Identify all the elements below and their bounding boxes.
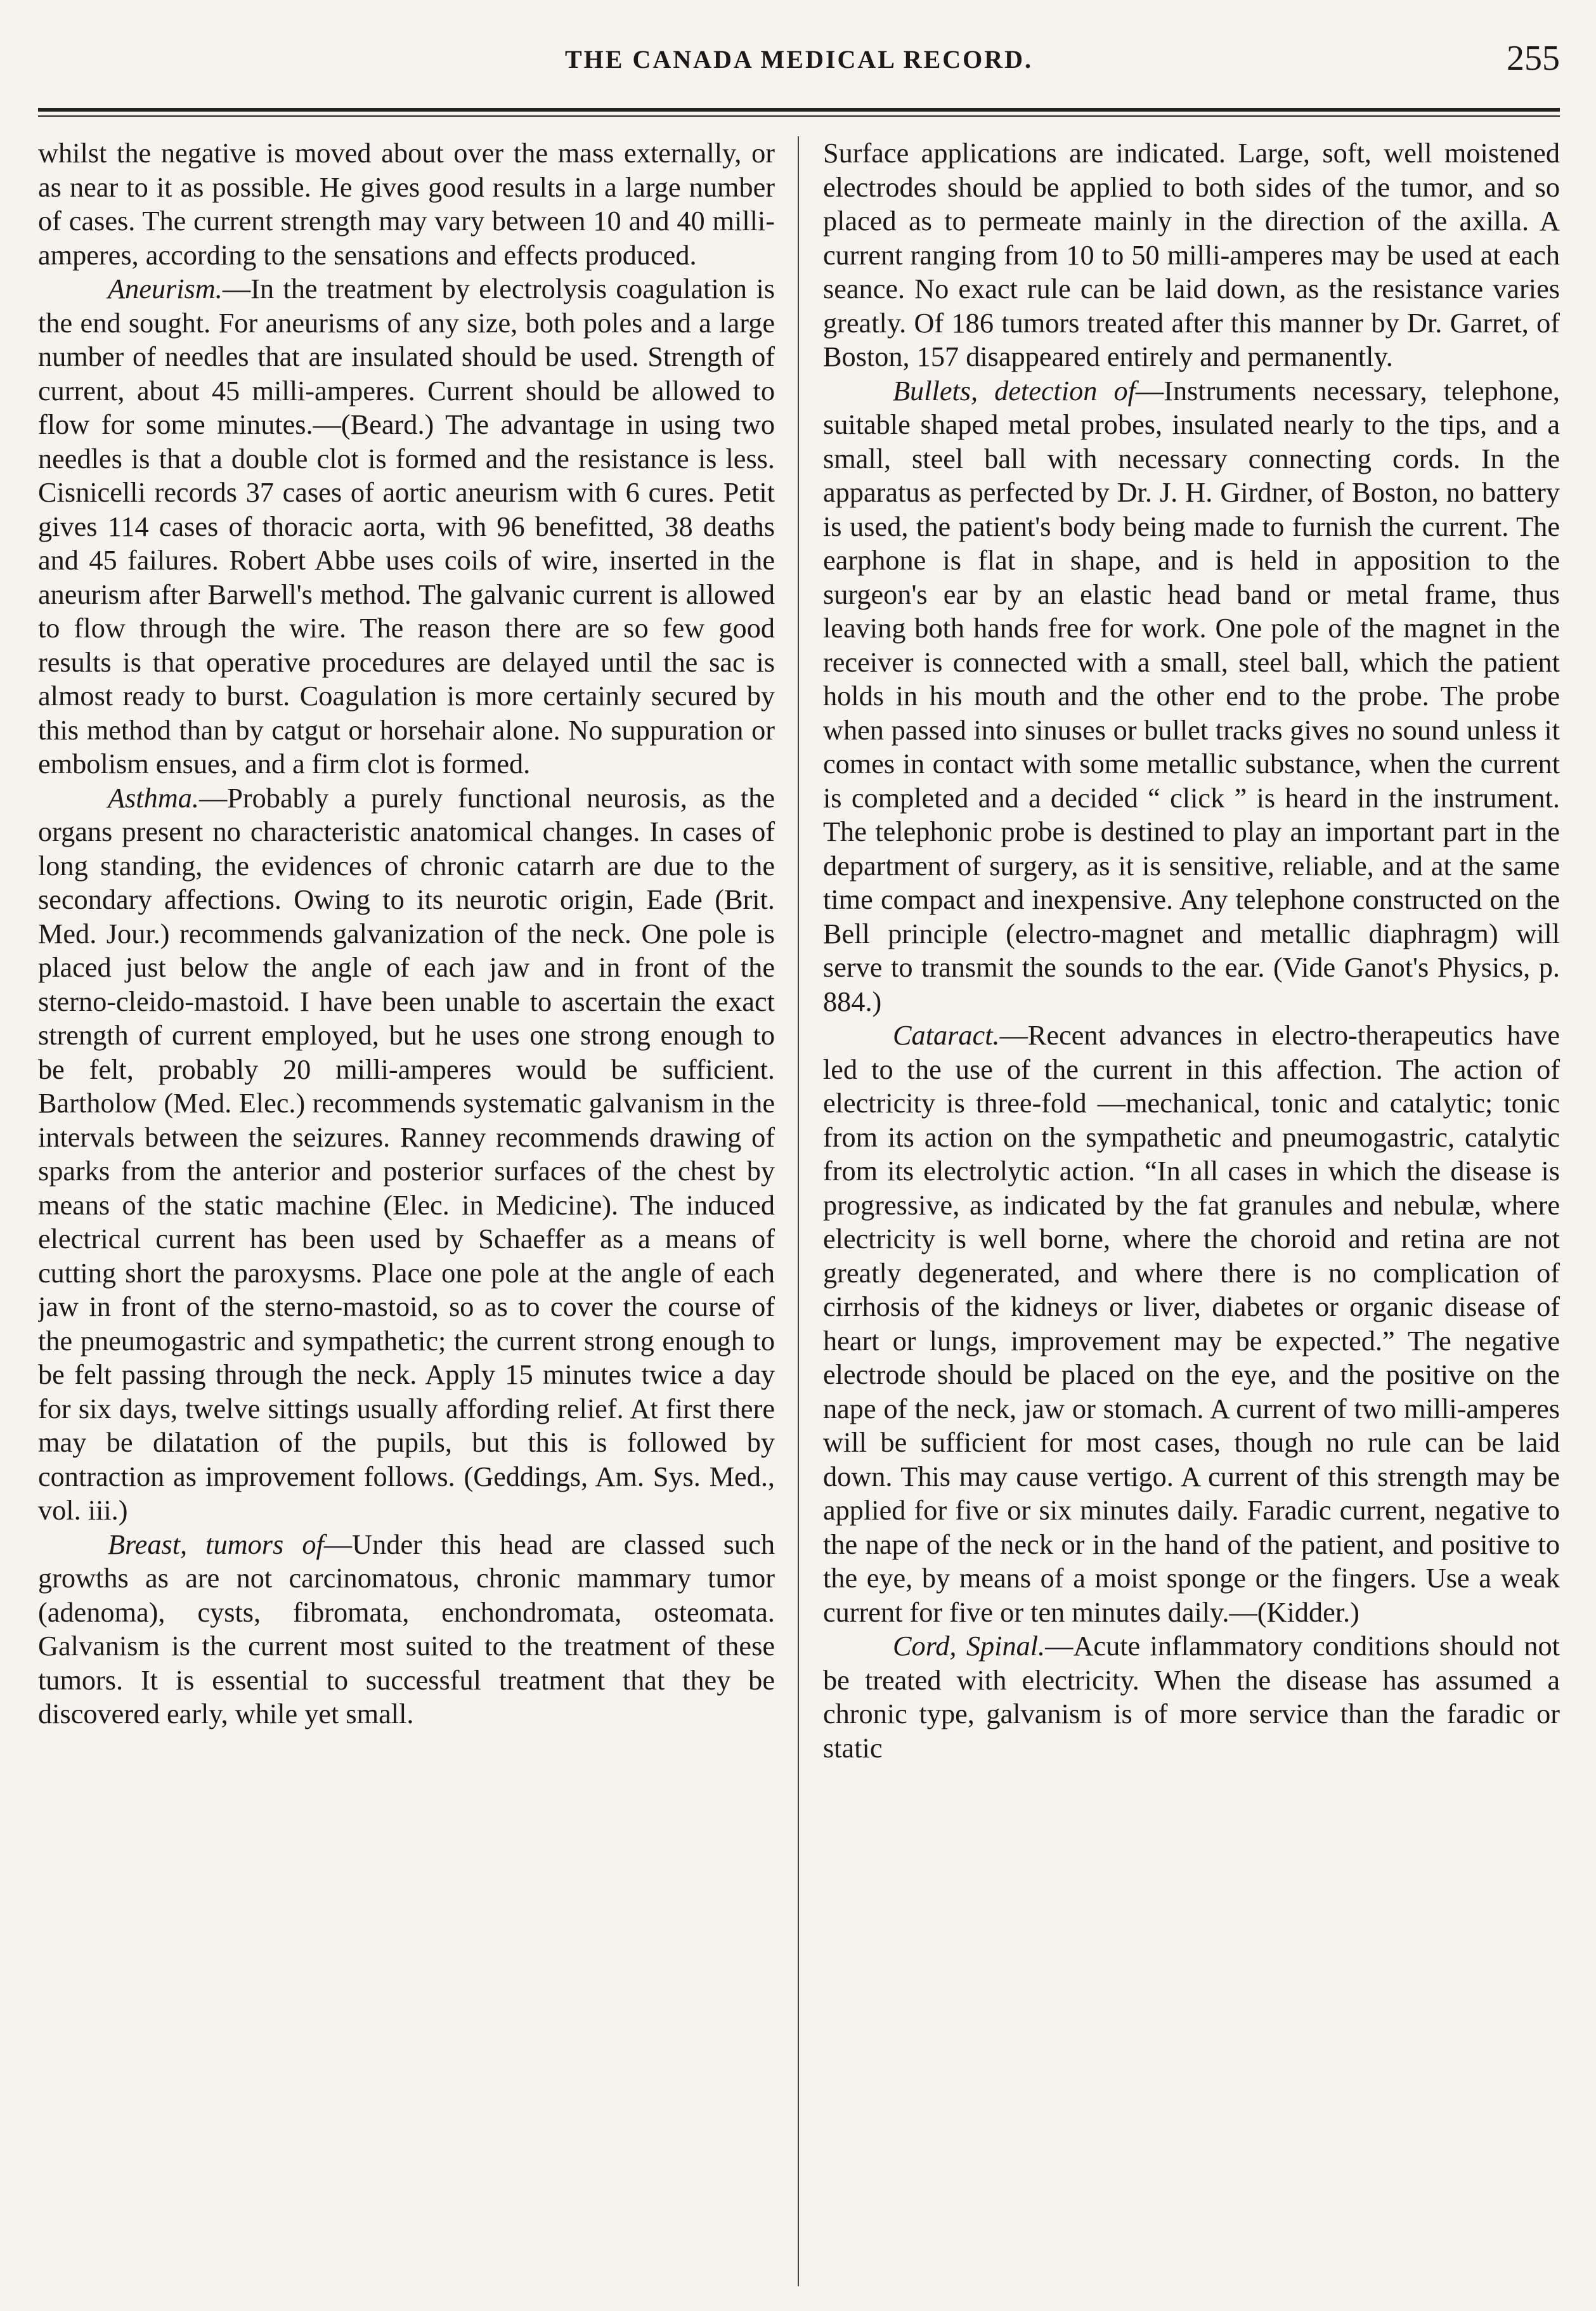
running-title: THE CANADA MEDICAL RECORD. (564, 45, 1034, 74)
paragraph (823, 136, 1560, 374)
entry-heading: Aneurism. (108, 273, 223, 304)
paragraph-text: Surface applications are indicated. Large, soft, well moistened electrodes should be applied to both sides of the tumor, and so placed as to permeate mainly in the direction of the axilla. A current ranging from 10 to 50 milli-amperes may be used at each seance. No exact rule can be laid down, as the resistance varies greatly. Of 186 tumors treated after this manner by Dr. Garret, of Boston, 157 disappeared entirely and permanently. (823, 138, 1560, 372)
header-rule (38, 108, 1560, 112)
page-number: 255 (1507, 39, 1560, 78)
entry-heading: Bullets, detection of (893, 375, 1136, 407)
page-header (38, 39, 1560, 89)
paragraph (38, 136, 775, 272)
paragraph (38, 1528, 775, 1731)
paragraph-text: —Under this head are classed such growths as are not carcinomatous, chronic mammary tumor (adenoma), cysts, fibromata, enchondromata, osteomata. Galvanism is the current most suited to the treatment of these tumors. It is essential to successful treatment that they be discovered early, while yet small. (38, 1528, 775, 1729)
paragraph-text: —Probably a purely functional neurosis, as the organs present no characteristic anatomical changes. In cases of long standing, the evidences of chronic catarrh are due to the secondary affections. Owing to its neurotic origin, Eade (Brit. Med. Jour.) recommends galvanization of the neck. One pole is placed just below the angle of each jaw and in front of the sterno-cleido-mastoid. I have been unable to ascertain the exact strength of current employed, but he uses one strong enough to be felt, probably 20 milli-amperes would be sufficient. Bartholow (Med. Elec.) recommends systematic galvanism in the intervals between the seizures. Ranney recommends drawing of sparks from the anterior and posterior surfaces of the chest by means of the static machine (Elec. in Medicine). The induced electrical current has been used by Schaeffer as a means of cutting short the paroxysms. Place one pole at the angle of each jaw in front of the sterno-mastoid, so as to cover the course of the pneumogastric and sympathetic; the current strong enough to be felt passing through the neck. Apply 15 minutes twice a day for six days, twelve sittings usually affording relief. At first there may be dilatation of the pupils, but this is followed by contraction as improvement follows. (Geddings, Am. Sys. Med., vol. iii.) (38, 782, 775, 1526)
paragraph (38, 781, 775, 1528)
paragraph-text: —Instruments necessary, telephone, suitable shaped metal probes, insulated nearly to the tips, and a small, steel ball with necessary connecting cords. In the apparatus as perfected by Dr. J. H. Girdner, of Boston, no battery is used, the patient's body being made to furnish the current. The earphone is flat in shape, and is held in apposition to the surgeon's ear by an elastic head band or metal frame, thus leaving both hands free for work. One pole of the magnet in the receiver is connected with a small, steel ball, which the patient holds in his mouth and the other end to the probe. The probe when passed into sinuses or bullet tracks gives no sound unless it comes in contact with some metallic substance, when the current is completed and a decided “ click ” is heard in the instrument. The telephonic probe is destined to play an important part in the department of surgery, as it is sensitive, reliable, and at the same time compact and inexpensive. Any telephone constructed on the Bell principle (electro-magnet and metallic diaphragm) will serve to transmit the sounds to the ear. (Vide Ganot's Physics, p. 884.) (823, 375, 1560, 1017)
entry-heading: Cord, Spinal. (893, 1631, 1046, 1662)
paragraph-text: —Recent advances in electro-therapeutics have led to the use of the current in this affection. The action of electricity is three-fold —mechanical, tonic and catalytic; tonic from its action on the sympathetic and pneumogastric, catalytic from its electrolytic action. “In all cases in which the disease is progressive, as indicated by the fat granules and nebulæ, where electricity is well borne, where the choroid and retina are not greatly degenerated, and where there is no complication of cirrhosis of the kidneys or liver, diabetes or organic disease of heart or lungs, improvement may be expected.” The negative electrode should be placed on the eye, and the positive on the nape of the neck, jaw or stomach. A current of two milli-amperes will be sufficient for most cases, though no rule can be laid down. This may cause vertigo. A current of this strength may be applied for five or six minutes daily. Faradic current, negative to the nape of the neck or in the hand of the patient, and positive to the eye, by means of a moist sponge or the fingers. Use a weak current for five or ten minutes daily.—(Kidder.) (823, 1020, 1560, 1628)
paragraph-text: whilst the negative is moved about over the mass externally, or as near to it as possible. He gives good results in a large number of cases. The current strength may vary between 10 and 40 milli-amperes, according to the sensations and effects produced. (38, 138, 775, 271)
paragraph-text: —Acute inflammatory conditions should not be treated with electricity. When the disease has assumed a chronic type, galvanism is of more service than the faradic or static (823, 1631, 1560, 1764)
entry-heading: Asthma. (108, 782, 199, 814)
paragraph (823, 374, 1560, 1019)
paragraph (38, 272, 775, 781)
left-column (38, 136, 775, 2286)
paragraph (823, 1629, 1560, 1765)
column-divider (798, 136, 799, 2286)
header-rule-thin (38, 115, 1560, 117)
paragraph-text: —In the treatment by electrolysis coagulation is the end sought. For aneurisms of any size, both poles and a large number of needles that are insulated should be used. Strength of current, about 45 milli-amperes. Current should be allowed to flow for some minutes.—(Beard.) The advantage in using two needles is that a double clot is formed and the resistance is less. Cisnicelli records 37 cases of aortic aneurism with 6 cures. Petit gives 114 cases of thoracic aorta, with 96 benefitted, 38 deaths and 45 failures. Robert Abbe uses coils of wire, inserted in the aneurism after Barwell's method. The galvanic current is allowed to flow through the wire. The reason there are so few good results is that operative procedures are delayed until the sac is almost ready to burst. Coagulation is more certainly secured by this method than by catgut or horsehair alone. No suppuration or embolism ensues, and a firm clot is formed. (38, 273, 775, 779)
entry-heading: Cataract. (893, 1020, 1000, 1051)
entry-heading: Breast, tumors of (108, 1528, 324, 1560)
right-column (823, 136, 1560, 2286)
paragraph (823, 1019, 1560, 1629)
